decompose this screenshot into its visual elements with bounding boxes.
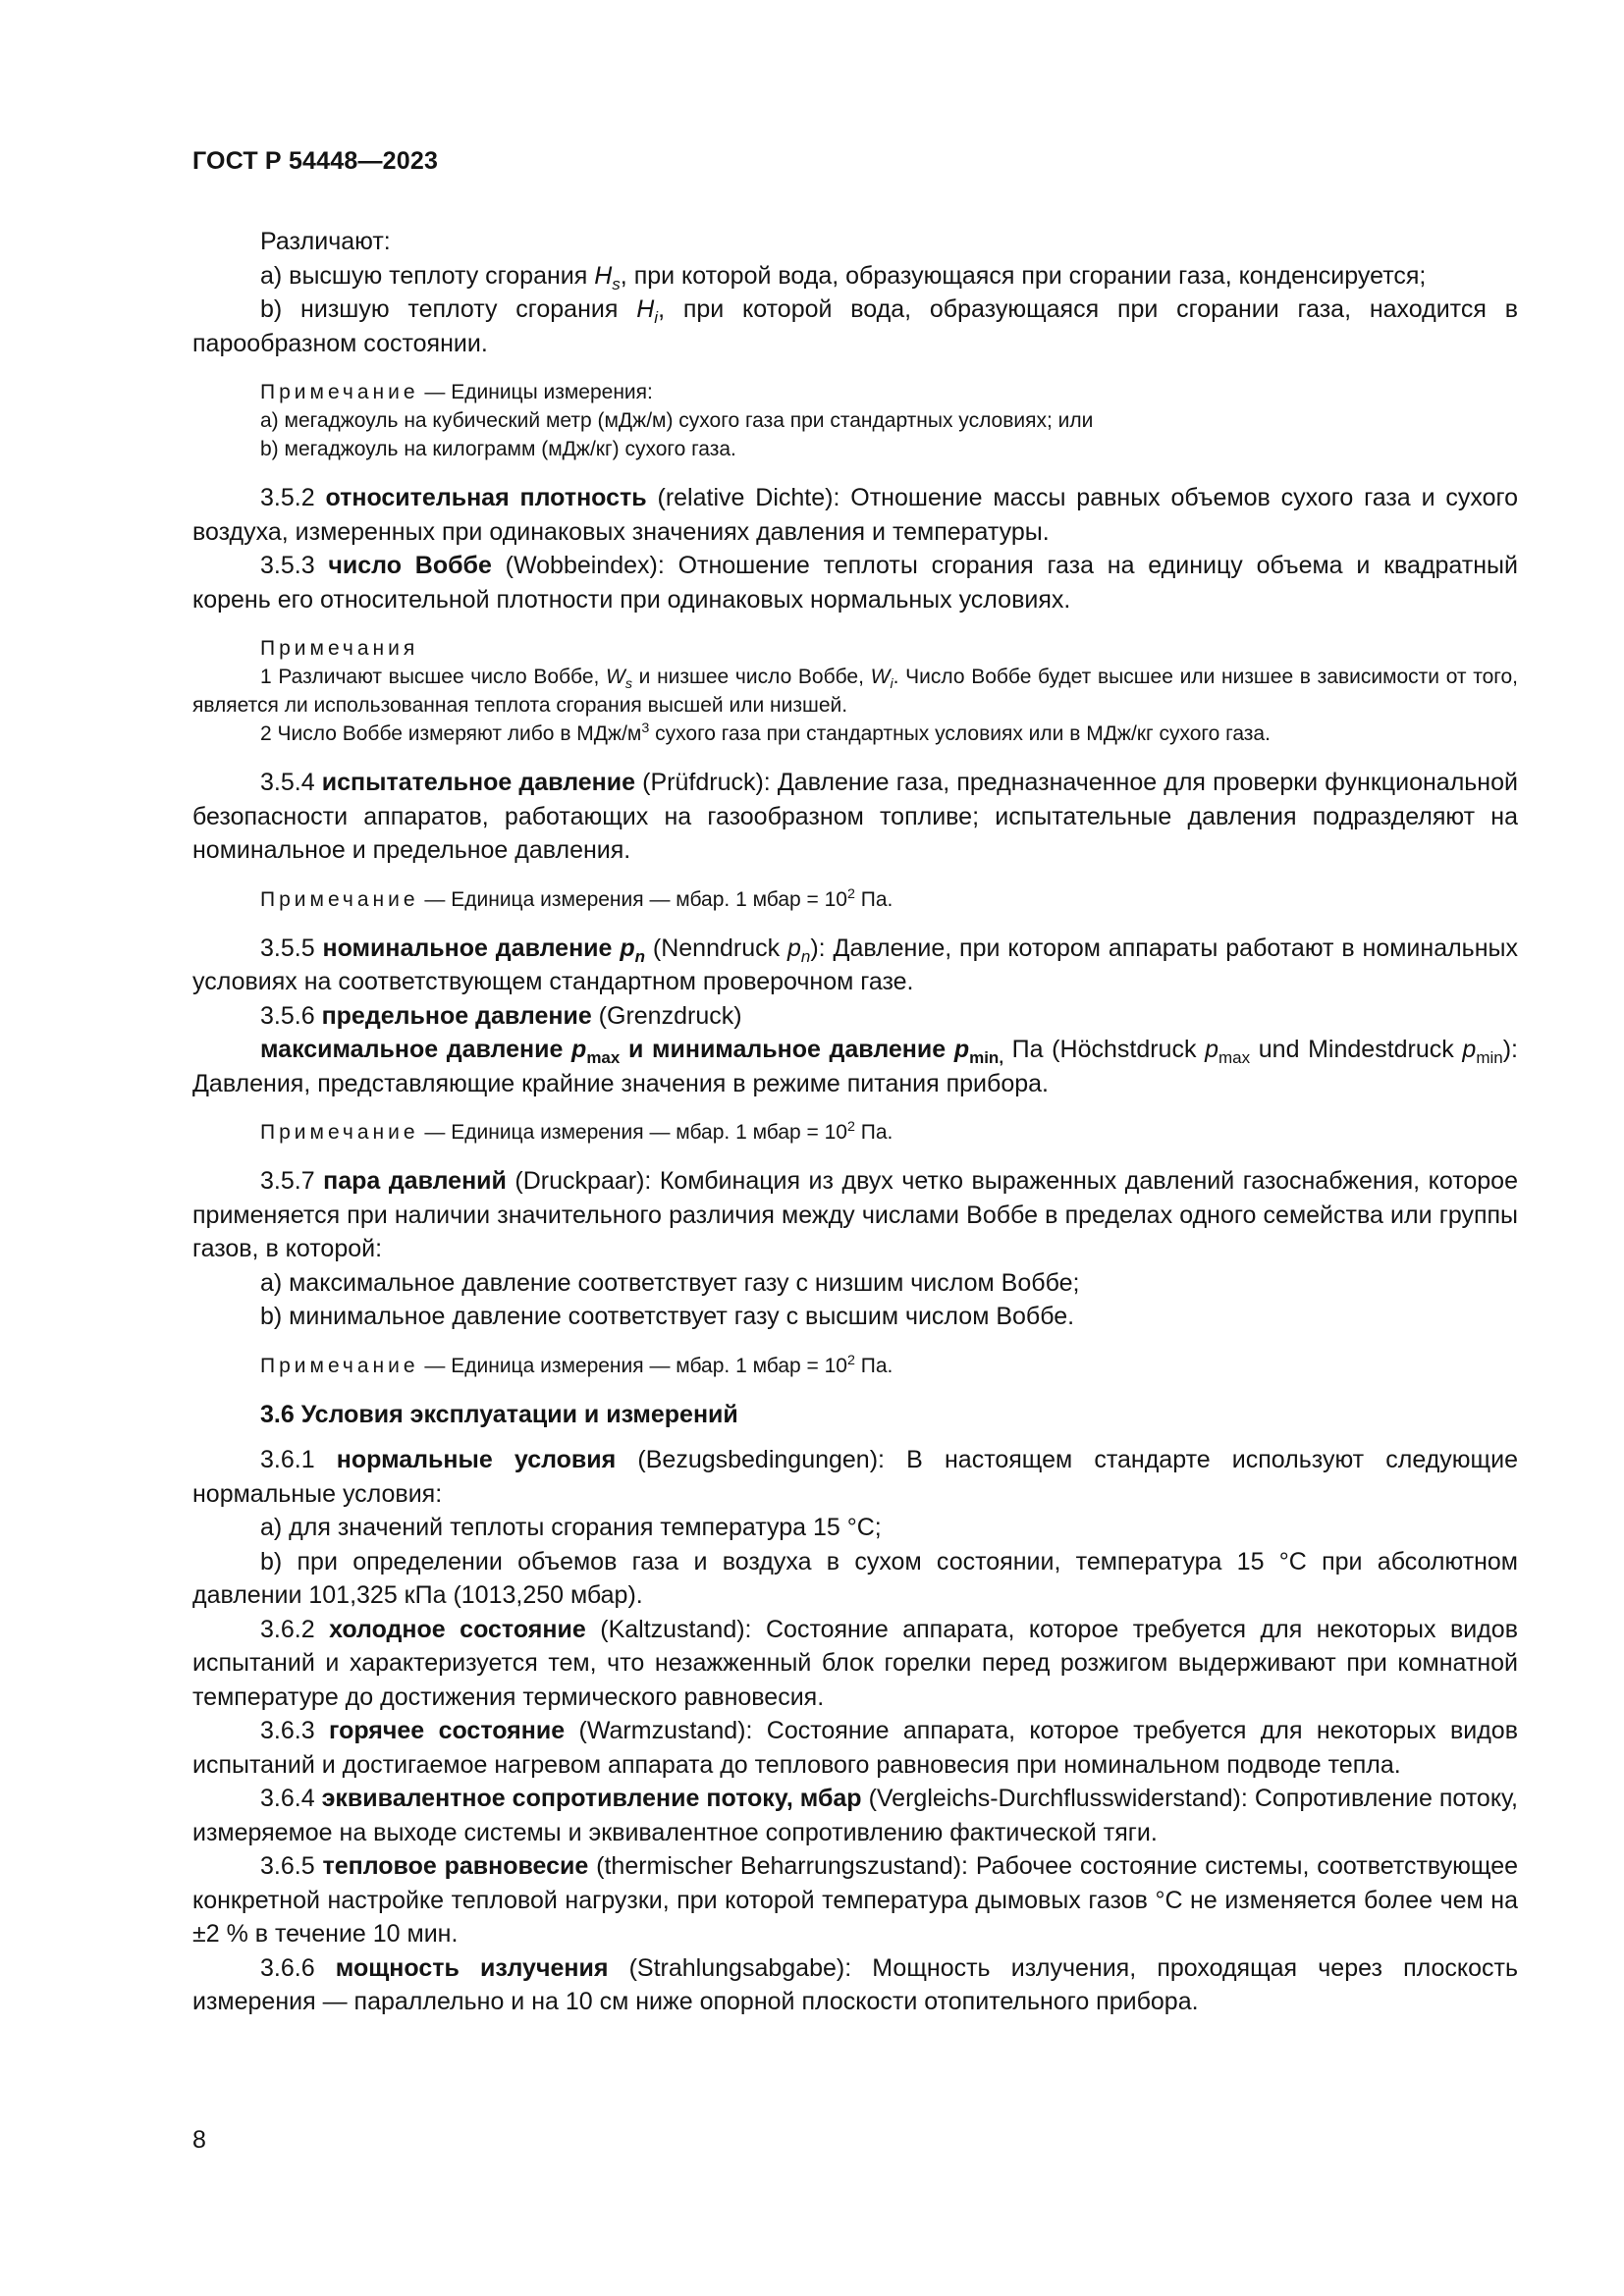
term-3-5-6-max-min: максимальное давление $p_{max}$ и минимальное давление $p_{min,}$ Па (Höchstdruck $p_{max}$ und Mindestdruck $p_{min}$): Давления, представляющие крайние значения в режиме питания прибора. bbox=[192, 1036, 1518, 1097]
term-3-6-2: 3.6.2 холодное состояние (Kaltzustand): Состояние аппарата, которое требуется для некоторых видов испытаний и характеризуется тем, что незажженный блок горелки перед розжигом выдерживают при комнатной температуре до достижения термического равновесия. bbox=[192, 1615, 1518, 1711]
intro-paragraph: Различают: bbox=[260, 228, 391, 255]
page-number: 8 bbox=[192, 2126, 206, 2154]
section-3-6-heading: 3.6 Условия эксплуатации и измерений bbox=[260, 1400, 738, 1428]
note-wobbe-1: 1 Различают высшее число Воббе, $W_s$ и низшее число Воббе, $W_i$. Число Воббе будет высшее или низшее в зависимости от того, является ли использованная теплота сгорания высшей или низшей. bbox=[192, 666, 1518, 717]
note-units-item-a: a) мегаджоуль на кубический метр (мДж/м) сухого газа при стандартных условиях; или bbox=[260, 409, 1094, 432]
note-units: Примечание — Единицы измерения: bbox=[260, 381, 653, 403]
term-3-6-3: 3.6.3 горячее состояние (Warmzustand): Состояние аппарата, которое требуется для некоторых видов испытаний и достигаемое нагревом аппарата до теплового равновесия при номинальном подводе тепла. bbox=[192, 1717, 1518, 1779]
note-unit-mbar-2: Примечание — Единица измерения — мбар. 1 мбар = $10^2$ Па. bbox=[260, 1119, 893, 1144]
note-unit-mbar-1: Примечание — Единица измерения — мбар. 1 мбар = $10^2$ Па. bbox=[260, 885, 893, 911]
term-3-6-4: 3.6.4 эквивалентное сопротивление потоку, мбар (Vergleichs-Durchflusswiderstand): Сопротивление потоку, измеряемое на выходе системы и эквивалентное сопротивлению фактической тяги. bbox=[192, 1785, 1518, 1846]
note-units-item-b: b) мегаджоуль на килограмм (мДж/кг) сухого газа. bbox=[260, 438, 736, 460]
term-3-5-2: 3.5.2 относительная плотность (relative Dichte): Отношение массы равных объемов сухого газа и сухого воздуха, измеренных при одинаковых значениях давления и температуры. bbox=[192, 484, 1518, 546]
document-body bbox=[192, 225, 1518, 2019]
note-wobbe-2: 2 Число Воббе измеряют либо в МДж/$м^3$ сухого газа при стандартных условиях или в МДж/кг сухого газа. bbox=[260, 721, 1271, 745]
term-3-6-5: 3.6.5 тепловое равновесие (thermischer Beharrungszustand): Рабочее состояние системы, соответствующее конкретной настройке тепловой нагрузки, при которой температура дымовых газов °C не изменяется более чем на ±2 % в течение 10 мин. bbox=[192, 1852, 1518, 1948]
term-3-6-1-item-b: b) при определении объемов газа и воздуха в сухом состоянии, температура 15 °C при абсолютном давлении 101,325 кПа (1013,250 мбар). bbox=[192, 1547, 1518, 1609]
notes-label: Примечания bbox=[260, 637, 419, 660]
term-3-5-7: 3.5.7 пара давлений (Druckpaar): Комбинация из двух четко выраженных давлений газоснабжения, которое применяется при наличии значительного различия между числами Воббе в пределах одного семейства или группы газов, в которой: bbox=[192, 1167, 1518, 1262]
term-3-5-5: 3.5.5 номинальное давление $p_n$ (Nenndruck $p_n$): Давление, при котором аппараты работают в номинальных условиях на соответствующем стандартном проверочном газе. bbox=[192, 934, 1518, 995]
list-item-a-higher-heat: a) высшую теплоту сгорания $H_s$, при которой вода, образующаяся при сгорании газа, конденсируется; bbox=[260, 261, 1427, 294]
list-item-b-lower-heat: b) низшую теплоту сгорания $H_i$, при которой вода, образующаяся при сгорании газа, находится в парообразном состоянии. bbox=[192, 295, 1518, 357]
term-3-5-6: 3.5.6 предельное давление (Grenzdruck) bbox=[260, 1001, 742, 1030]
term-3-5-4: 3.5.4 испытательное давление (Prüfdruck): Давление газа, предназначенное для проверки функциональной безопасности аппаратов, работающих на газообразном топливе; испытательные давления подразделяют на номинальное и предельное давления. bbox=[192, 769, 1518, 864]
term-3-6-1: 3.6.1 нормальные условия (Bezugsbedingungen): В настоящем стандарте используют следующие нормальные условия: bbox=[192, 1446, 1518, 1508]
document-header: ГОСТ Р 54448—2023 bbox=[192, 147, 439, 175]
term-3-5-3: 3.5.3 число Воббе (Wobbeindex): Отношение теплоты сгорания газа на единицу объема и квадратный корень его относительной плотности при одинаковых нормальных условиях. bbox=[192, 552, 1518, 614]
term-3-5-7-item-a: a) максимальное давление соответствует газу с низшим числом Воббе; bbox=[260, 1268, 1080, 1297]
term-3-6-6: 3.6.6 мощность излучения (Strahlungsabgabe): Мощность излучения, проходящая через плоскость измерения — параллельно и на 10 см ниже опорной плоскости отопительного прибора. bbox=[192, 1953, 1518, 2015]
note-unit-mbar-3: Примечание — Единица измерения — мбар. 1 мбар = $10^2$ Па. bbox=[260, 1352, 893, 1377]
term-3-5-7-item-b: b) минимальное давление соответствует газу с высшим числом Воббе. bbox=[260, 1303, 1075, 1330]
term-3-6-1-item-a: a) для значений теплоты сгорания температура 15 °C; bbox=[260, 1514, 882, 1541]
